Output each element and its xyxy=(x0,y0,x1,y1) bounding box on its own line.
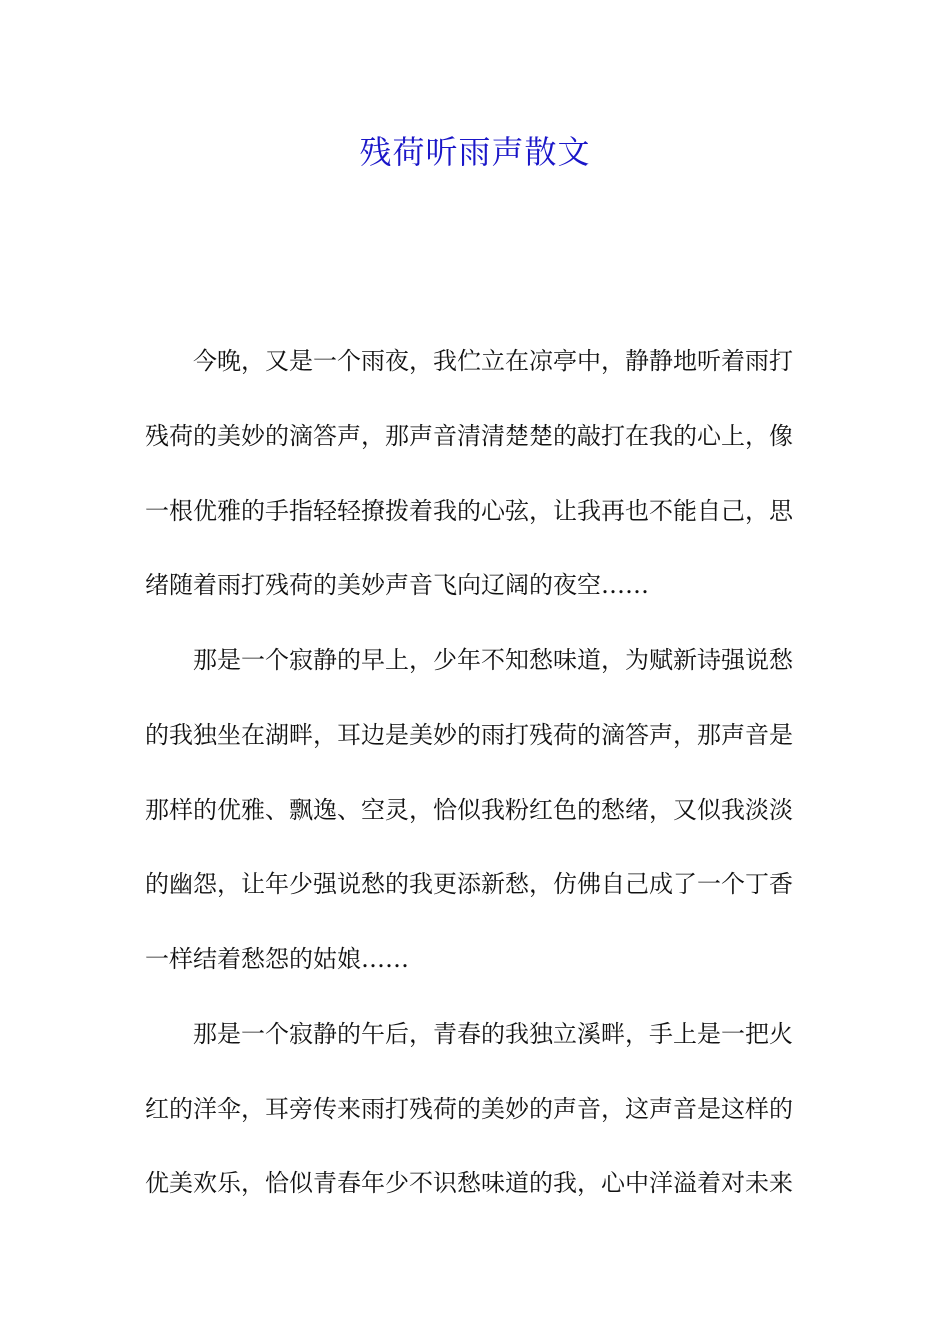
paragraph-2-line-5: 一样结着愁怨的姑娘…… xyxy=(145,945,409,973)
paragraph-1-line-3: 一根优雅的手指轻轻撩拨着我的心弦，让我再也不能自己，思 xyxy=(145,496,793,525)
paragraph-2-line-2: 的我独坐在湖畔，耳边是美妙的雨打残荷的滴答声，那声音是 xyxy=(145,720,793,749)
paragraph-1-line-4: 绪随着雨打残荷的美妙声音飞向辽阔的夜空…… xyxy=(145,571,649,600)
paragraph-3-line-2: 红的洋伞，耳旁传来雨打残荷的美妙的声音，这声音是这样的 xyxy=(145,1094,793,1123)
paragraph-1-line-1: 今晚，又是一个雨夜，我伫立在凉亭中，静静地听着雨打 xyxy=(193,347,793,375)
paragraph-3-line-1: 那是一个寂静的午后，青春的我独立溪畔，手上是一把火 xyxy=(193,1019,793,1048)
paragraph-1-line-2: 残荷的美妙的滴答声，那声音清清楚楚的敲打在我的心上，像 xyxy=(145,421,793,450)
paragraph-3-line-3: 优美欢乐，恰似青春年少不识愁味道的我，心中洋溢着对未来 xyxy=(145,1169,793,1198)
document-title: 残荷听雨声散文 xyxy=(359,133,591,171)
paragraph-2-line-4: 的幽怨，让年少强说愁的我更添新愁，仿佛自己成了一个丁香 xyxy=(145,870,793,899)
document-body xyxy=(145,338,805,1235)
paragraph-2-line-3: 那样的优雅、飘逸、空灵，恰似我粉红色的愁绪，又似我淡淡 xyxy=(145,795,793,824)
paragraph-2-line-1: 那是一个寂静的早上，少年不知愁味道，为赋新诗强说愁 xyxy=(193,646,793,674)
